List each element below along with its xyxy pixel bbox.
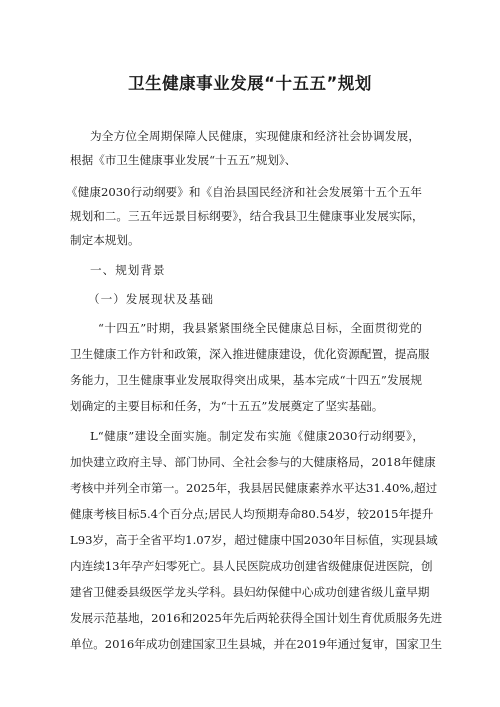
paragraph-line: 建省卫健委县级医学龙头学科。县妇幼保健中心成功创建省级儿童早期 <box>70 585 430 599</box>
paragraph-line: “十四五”时期，我县紧紧围绕全民健康总目标，全面贯彻党的 <box>98 321 422 335</box>
document-title: 卫生健康事业发展“十五五”规划 <box>128 74 372 93</box>
paragraph-line: 内连续13年孕产妇零死亡。县人民医院成功创建省级健康促进医院，创 <box>70 559 433 573</box>
section-heading: 一、规划背景 <box>90 263 166 277</box>
paragraph-line: 发展示范基地，2016和2025年先后两轮获得全国计划生育优质服务先进 <box>70 611 443 625</box>
paragraph-line: L“健康”建设全面实施。制定发布实施《健康2030行动纲要》， <box>90 429 424 443</box>
subsection-heading: （一）发展现状及基础 <box>88 292 214 306</box>
paragraph-line: 单位。2016年成功创建国家卫生县城，并在2019年通过复审，国家卫生 <box>70 637 443 651</box>
paragraph-line: 规划和二。三五年远景目标纲要》，结合我县卫生健康事业发展实际， <box>70 209 424 223</box>
paragraph-line: 《健康2030行动纲要》和《自治县国民经济和社会发展第十五个五年 <box>66 185 422 199</box>
paragraph-line: 健康考核目标5.4个百分点;居民人均预期寿命80.54岁，较2015年提升 <box>70 507 434 521</box>
paragraph-line: L93岁，高于全省平均1.07岁，超过健康中国2030年目标值，实现县域 <box>70 533 438 547</box>
paragraph-line: 为全方位全周期保障人民健康，实现健康和经济社会协调发展， <box>90 129 420 143</box>
paragraph-line: 加快建立政府主导、部门协同、全社会参与的大健康格局，2018年健康 <box>70 455 436 469</box>
paragraph-line: 考核中并列全市第一。2025年，我县居民健康素养水平达31.40%,超过 <box>70 481 438 495</box>
paragraph-line: 卫生健康工作方针和政策，深入推进健康建设，优化资源配置，提高服 <box>70 347 430 361</box>
paragraph-line: 根据《市卫生健康事业发展“十五五”规划》、 <box>70 153 297 167</box>
paragraph-line: 制定本规划。 <box>70 233 140 247</box>
paragraph-line: 划确定的主要目标和任务，为“十五五”发展奠定了坚实基础。 <box>70 399 384 413</box>
paragraph-line: 务能力，卫生健康事业发展取得突出成果，基本完成“十四五”发展规 <box>70 373 422 387</box>
